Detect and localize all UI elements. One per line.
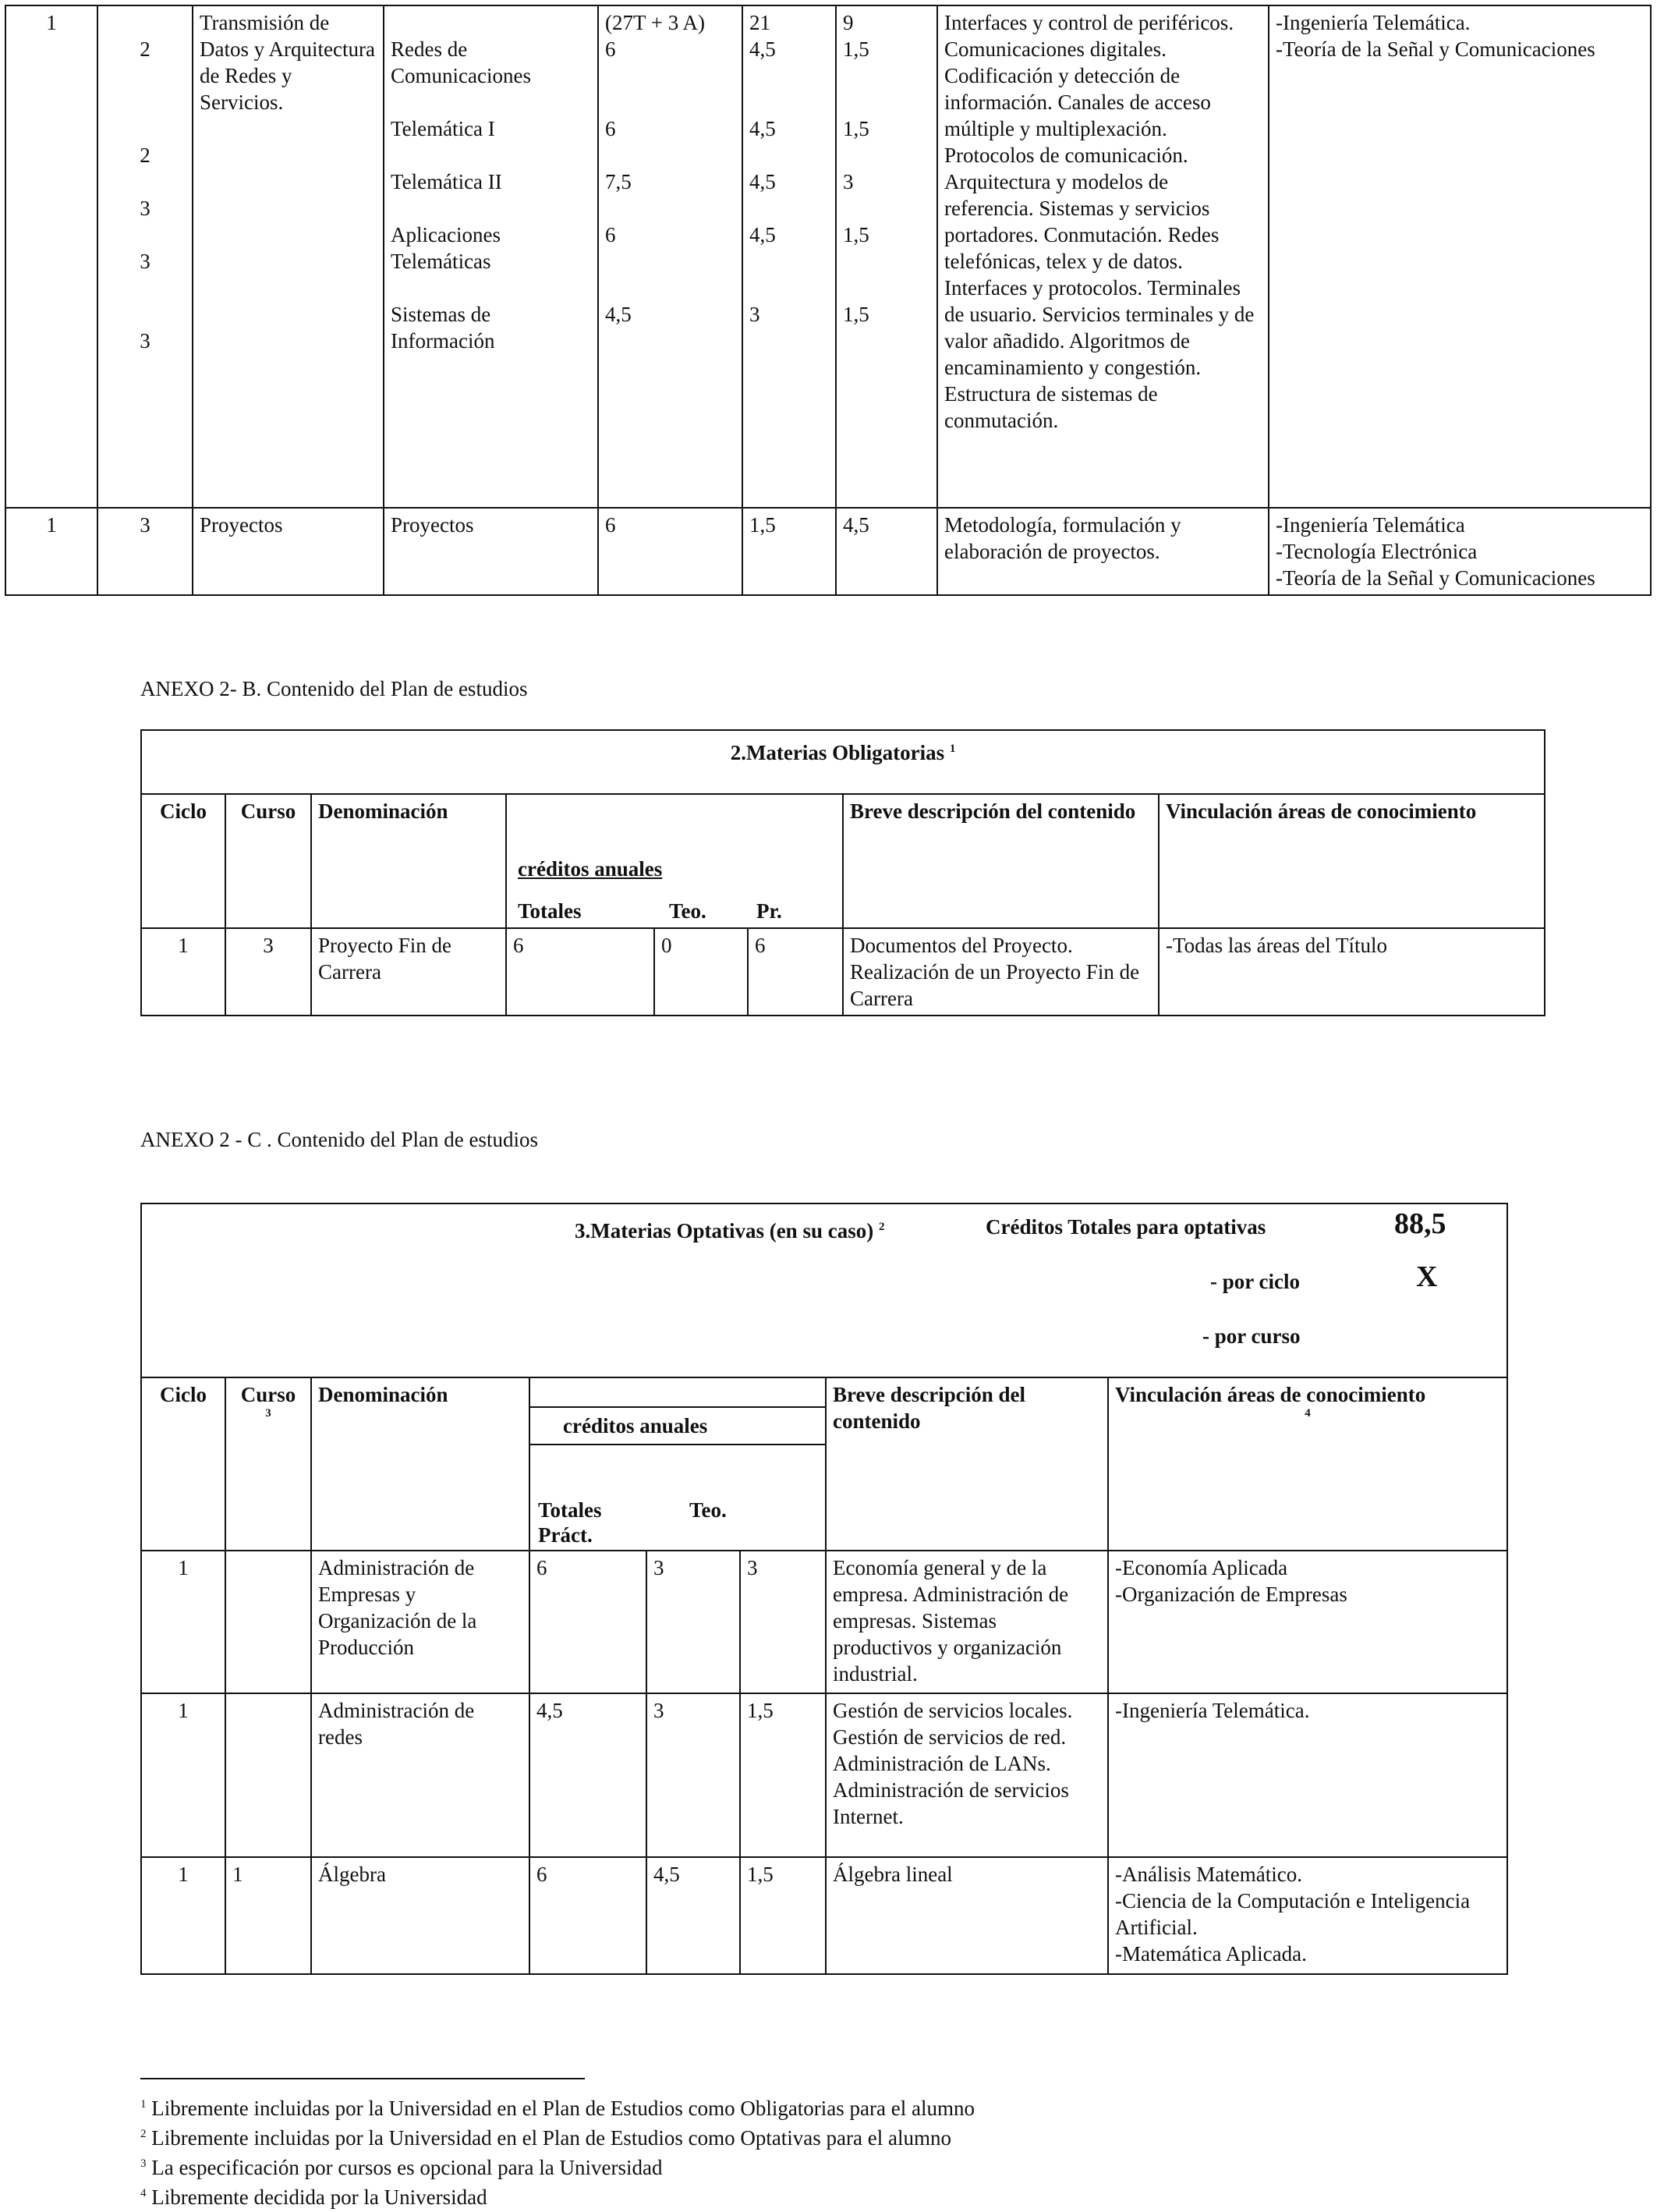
curso-value: 3	[140, 250, 150, 273]
curso-value: 2	[140, 37, 150, 61]
footnote-divider	[140, 2078, 585, 2079]
anexo-b-section	[140, 729, 1545, 1016]
denominacion-cell: Administración de Empresas y Organización de la Producción	[311, 1551, 529, 1693]
totales-cell: 4,5	[529, 1693, 646, 1857]
header-creditos	[529, 1377, 826, 1551]
creditos-anuales-label: créditos anuales	[563, 1414, 708, 1437]
teo-cell	[742, 5, 836, 508]
area-item: -Ingeniería Telemática	[1276, 513, 1465, 537]
ciclo-cell: 1	[5, 5, 97, 508]
header-creditos	[506, 794, 843, 928]
ciclo-cell: 1	[5, 508, 97, 595]
teo-value: 4,5	[749, 170, 776, 193]
curso-cell	[97, 5, 193, 508]
area-item: -Tecnología Electrónica	[1276, 540, 1478, 563]
curso-value: 3	[140, 197, 150, 220]
area-item: -Ingeniería Telemática.	[1276, 11, 1471, 34]
curso-value: 3	[140, 329, 150, 353]
ciclo-cell: 1	[141, 1551, 225, 1693]
area-item: -Teoría de la Señal y Comunicaciones	[1276, 37, 1595, 61]
creditos-totales-label: Créditos Totales para optativas	[986, 1215, 1266, 1239]
ciclo-cell: 1	[141, 1693, 225, 1857]
optativas-title-cell	[141, 1203, 1507, 1377]
footnote: $^4$ Libremente decidida por la Universidad	[140, 2185, 487, 2209]
table-continuation	[5, 5, 1650, 596]
header-vinculacion: Vinculación áreas de conocimiento 4	[1108, 1377, 1507, 1551]
vinculacion-footnote-mark: 4	[1305, 1407, 1311, 1420]
table-row	[5, 508, 1651, 595]
asignatura: Aplicaciones Telemáticas	[391, 223, 501, 273]
areas-cell	[1269, 508, 1651, 595]
totales-value: 7,5	[605, 170, 632, 193]
totales-value: 4,5	[605, 303, 632, 326]
header-ciclo: Ciclo	[141, 1377, 225, 1551]
totales-cell: 6	[598, 508, 742, 595]
curso-cell	[225, 1551, 311, 1693]
denominacion-cell: Álgebra	[311, 1857, 529, 1974]
asignatura: Redes de Comunicaciones	[391, 37, 531, 87]
header-teo: Teo.	[669, 899, 706, 923]
asignatura: Telemática II	[391, 170, 502, 193]
table-row	[141, 1551, 1507, 1693]
pr-cell	[836, 5, 937, 508]
table-header-row	[141, 794, 1545, 928]
totales-cell: 6	[529, 1857, 646, 1974]
footnotes	[140, 2092, 975, 2210]
materia-cell: Proyectos	[193, 508, 384, 595]
totales-value: 6	[605, 223, 616, 246]
footnote: $^1$ Libremente incluidas por la Universidad en el Plan de Estudios como Obligatorias para el alumno	[140, 2097, 975, 2120]
areas-cell	[1108, 1857, 1507, 1974]
section-title: 3.Materias Optativas (en su caso) $^2$	[575, 1219, 885, 1242]
header-pract: Práct.	[538, 1523, 593, 1547]
footnote: $^3$ La especificación por cursos es opcional para la Universidad	[140, 2156, 663, 2179]
teo-cell: 1,5	[742, 508, 836, 595]
materias-optativas-table	[140, 1203, 1508, 1975]
header-vinculacion: Vinculación áreas de conocimiento	[1159, 794, 1545, 928]
pr-value: 1,5	[843, 303, 869, 326]
asignatura: Telemática I	[391, 117, 495, 140]
pr-value: 1,5	[843, 37, 869, 61]
table-row	[141, 730, 1545, 794]
pr-cell: 4,5	[836, 508, 937, 595]
pr-cell: 1,5	[740, 1857, 826, 1974]
denominacion-cell: Administración de redes	[311, 1693, 529, 1857]
table-row	[141, 1857, 1507, 1974]
teo-cell: 3	[646, 1551, 740, 1693]
header-totales: Totales	[518, 899, 582, 923]
pr-cell: 6	[748, 928, 843, 1016]
curso-cell	[225, 1693, 311, 1857]
descripcion-cell: Economía general y de la empresa. Administración de empresas. Sistemas productivos y organización industrial.	[826, 1551, 1108, 1693]
table-row	[141, 1693, 1507, 1857]
area-item: -Matemática Aplicada.	[1115, 1942, 1307, 1966]
curso-footnote-mark: 3	[265, 1407, 271, 1420]
asignatura: Sistemas de Información	[391, 303, 495, 353]
header-curso: Curso 3	[225, 1377, 311, 1551]
totales-value: 6	[605, 117, 616, 140]
materia-cell: Transmisión de Datos y Arquitectura de Redes y Servicios.	[193, 5, 384, 508]
descripcion-cell: Interfaces y control de periféricos. Comunicaciones digitales. Codificación y detección de información. Canales de acceso múltiple y multiplexación. Protocolos de comunicación. Arquitectura y modelos de referencia. Sistemas y servicios portadores. Conmutación. Redes telefónicas, telex y de datos. Interfaces y protocolos. Terminales de usuario. Servicios terminales y de valor añadido. Algoritmos de encaminamiento y congestión. Estructura de sistemas de conmutación.	[937, 5, 1269, 508]
totales-value: (27T + 3 A)	[605, 11, 705, 34]
header-curso: Curso	[225, 794, 311, 928]
table-row	[141, 1203, 1507, 1377]
header-breve: Breve descripción del contenido	[826, 1377, 1108, 1551]
table-row	[5, 5, 1651, 508]
asignaturas-cell: Proyectos	[384, 508, 598, 595]
por-ciclo-label: - por ciclo	[1210, 1270, 1300, 1293]
areas-cell	[1269, 5, 1651, 508]
asignaturas-cell	[384, 5, 598, 508]
area-item: -Ciencia de la Computación e Inteligencia Artificial.	[1115, 1889, 1471, 1939]
section-title: 2.Materias Obligatorias $^1$	[141, 730, 1545, 794]
por-curso-label: - por curso	[1202, 1324, 1301, 1348]
header-totales: Totales	[538, 1498, 602, 1522]
teo-value: 4,5	[749, 223, 776, 246]
teo-value: 4,5	[749, 117, 776, 140]
teo-value: 4,5	[749, 37, 776, 61]
anexo-c-section	[140, 1203, 1508, 1975]
areas-cell: -Ingeniería Telemática.	[1108, 1693, 1507, 1857]
header-denominacion: Denominación	[311, 1377, 529, 1551]
pr-cell: 1,5	[740, 1693, 826, 1857]
totales-cell: 6	[529, 1551, 646, 1693]
descripcion-cell: Documentos del Proyecto. Realización de un Proyecto Fin de Carrera	[843, 928, 1159, 1016]
table-row	[141, 928, 1545, 1016]
descripcion-cell: Gestión de servicios locales. Gestión de servicios de red. Administración de LANs. Administración de servicios Internet.	[826, 1693, 1108, 1857]
pr-value: 1,5	[843, 117, 869, 140]
header-teo: Teo.	[689, 1498, 727, 1522]
totales-cell: 6	[506, 928, 654, 1016]
areas-cell	[1108, 1551, 1507, 1693]
table-header-row	[141, 1377, 1507, 1551]
ciclo-cell: 1	[141, 928, 225, 1016]
curso-cell: 3	[97, 508, 193, 595]
teo-cell: 3	[646, 1693, 740, 1857]
area-item: -Teoría de la Señal y Comunicaciones	[1276, 566, 1595, 590]
area-item: -Análisis Matemático.	[1115, 1863, 1302, 1886]
totales-cell	[598, 5, 742, 508]
curso-value: 2	[140, 144, 150, 167]
teo-value: 21	[749, 11, 770, 34]
pr-cell: 3	[740, 1551, 826, 1693]
pr-value: 9	[843, 11, 854, 34]
descripcion-cell: Álgebra lineal	[826, 1857, 1108, 1974]
materias-obligatorias-table	[140, 729, 1545, 1016]
denominacion-cell: Proyecto Fin de Carrera	[311, 928, 506, 1016]
teo-value: 3	[749, 303, 760, 326]
creditos-anuales-label: créditos anuales	[518, 857, 663, 881]
totales-value: 6	[605, 37, 616, 61]
anexo-c-caption: ANEXO 2 - C . Contenido del Plan de estudios	[140, 1128, 538, 1151]
anexo-b-caption: ANEXO 2- B. Contenido del Plan de estudios	[140, 677, 528, 700]
header-ciclo: Ciclo	[141, 794, 225, 928]
descripcion-cell: Metodología, formulación y elaboración de proyectos.	[937, 508, 1269, 595]
curso-cell: 1	[225, 1857, 311, 1974]
area-item: -Economía Aplicada	[1115, 1556, 1288, 1579]
area-item: -Organización de Empresas	[1115, 1583, 1347, 1606]
areas-cell: -Todas las áreas del Título	[1159, 928, 1545, 1016]
header-breve: Breve descripción del contenido	[843, 794, 1159, 928]
header-denominacion: Denominación	[311, 794, 506, 928]
curso-cell: 3	[225, 928, 311, 1016]
pr-value: 3	[843, 170, 854, 193]
por-ciclo-value: X	[1416, 1260, 1438, 1293]
teo-cell: 0	[654, 928, 748, 1016]
pr-value: 1,5	[843, 223, 869, 246]
ciclo-cell: 1	[141, 1857, 225, 1974]
teo-cell: 4,5	[646, 1857, 740, 1974]
creditos-totales-value: 88,5	[1394, 1207, 1446, 1240]
plan-table-1	[5, 5, 1652, 596]
header-pr: Pr.	[756, 899, 782, 923]
footnote: $^2$ Libremente incluidas por la Universidad en el Plan de Estudios como Optativas para el alumno	[140, 2126, 951, 2150]
